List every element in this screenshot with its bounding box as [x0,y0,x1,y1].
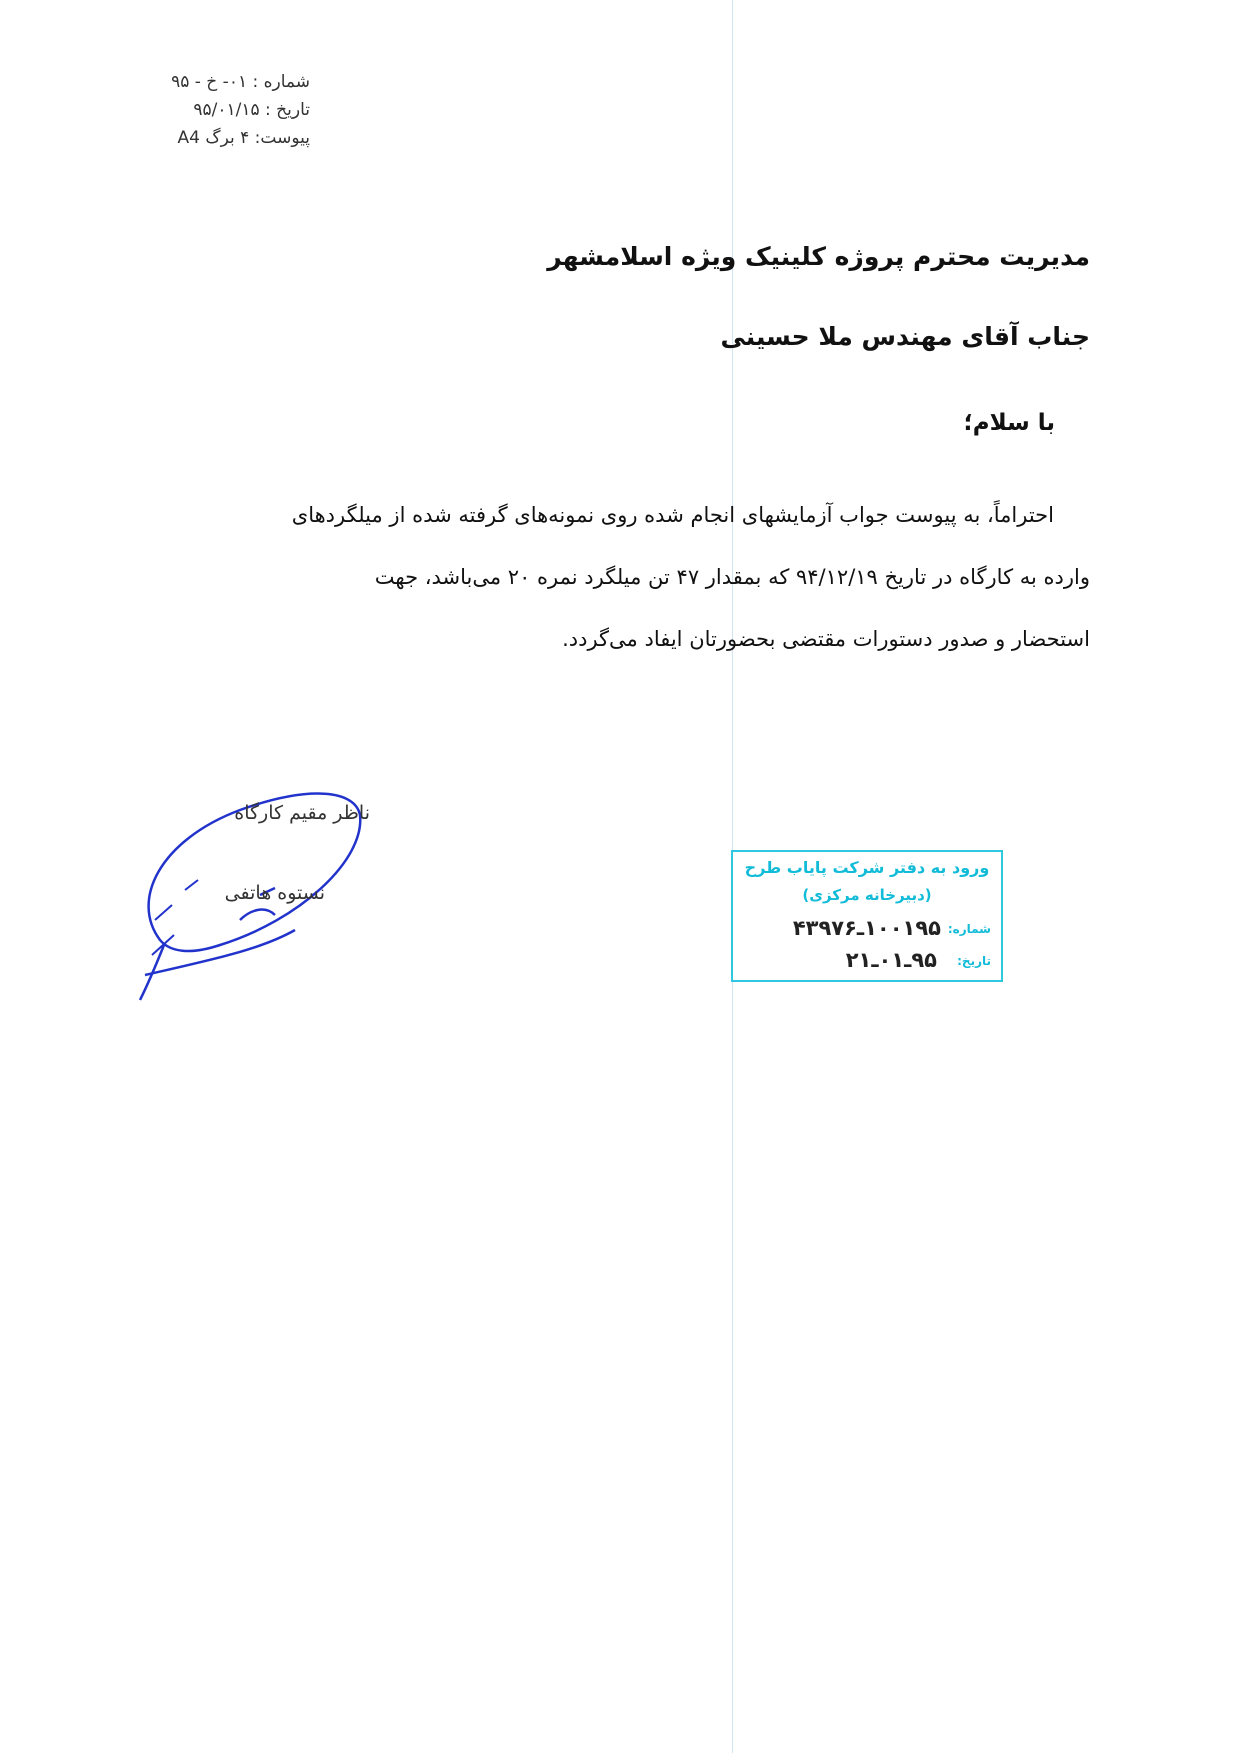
letter-date: تاریخ : ۹۵/۰۱/۱۵ [193,100,310,120]
stamp-title: ورود به دفتر شرکت پایاب طرح [744,858,990,877]
recipient-organization: مدیریت محترم پروژه کلینیک ویژه اسلامشهر [547,242,1090,271]
body-line-2: وارده به کارگاه در تاریخ ۹۴/۱۲/۱۹ که بمقدار ۴۷ تن میلگرد نمره ۲۰ می‌باشد، جهت [374,565,1090,589]
letter-attachment: پیوست: ۴ برگ A4 [177,128,310,148]
recipient-person: جناب آقای مهندس ملا حسینی [720,322,1090,351]
stamp-subtitle: (دبیرخانه مرکزی) [802,886,932,904]
signer-name: نستوه هاتفی [224,882,325,904]
letter-meta [120,68,310,152]
stamp-date-value: ۹۵ـ۰۱ـ۲۱ [845,948,937,972]
stamp-number-value: ۱۰۰۱۹۵ـ۴۳۹۷۶ [792,916,941,940]
stamp-date-label: تاریخ: [957,954,991,968]
entry-stamp [731,850,1003,982]
body-line-1: احتراماً، به پیوست جواب آزمایشهای انجام شده روی نمونه‌های گرفته شده از میلگردهای [291,503,1054,527]
letter-body [160,484,1090,670]
signer-title: ناظر مقیم کارگاه [234,802,370,824]
stamp-number-label: شماره: [947,922,991,936]
body-line-3: استحضار و صدور دستورات مقتضی بحضورتان ایفاد می‌گردد. [562,627,1090,651]
letter-number: شماره : ۰۱- خ - ۹۵ [171,72,310,92]
greeting: با سلام؛ [963,410,1055,436]
